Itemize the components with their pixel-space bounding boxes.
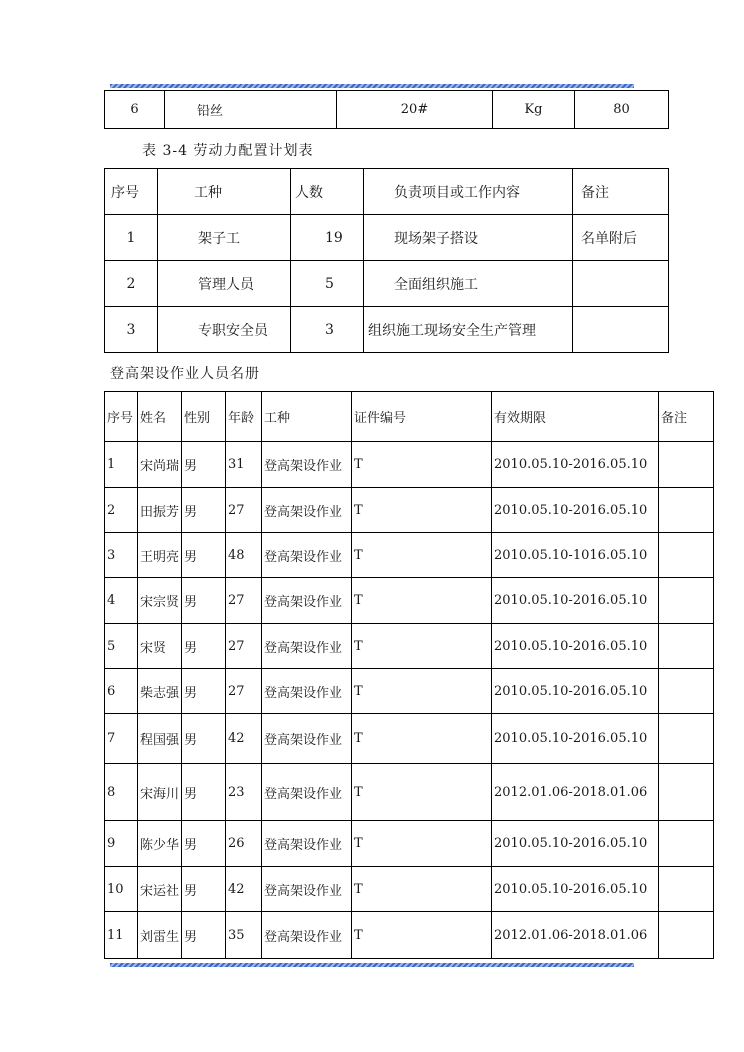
table-row [105,533,714,578]
cell-note [659,533,714,578]
cell-age: 27 [226,669,262,714]
labor-table [104,168,669,353]
cell-name: 宋运社 [138,867,182,912]
cell-age: 31 [226,442,262,488]
roster-table [104,391,714,959]
cell-note [659,821,714,867]
cell-note [573,261,669,307]
table-row [105,578,714,624]
table-row [105,669,714,714]
materials-table-fragment [104,90,669,129]
table-row [105,488,714,533]
cell-name: 柴志强 [138,669,182,714]
table-row [105,912,714,959]
cell-index: 6 [105,669,138,714]
table-header-row [105,169,669,215]
cell-note [659,578,714,624]
cell-validity: 2012.01.06-2018.01.06 [492,764,659,821]
cell-trade: 专职安全员 [158,307,291,353]
cell-gender: 男 [182,624,226,669]
cell-index: 3 [105,307,158,353]
cell-trade: 登高架设作业 [262,912,352,959]
cell-certificate: T [352,821,492,867]
cell-note [659,714,714,764]
cell-certificate: T [352,488,492,533]
header-cell: 姓名 [138,392,182,442]
labor-table-caption: 表 3-4 劳动力配置计划表 [142,143,314,159]
cell-duty: 现场架子搭设 [364,215,573,261]
cell-name: 刘雷生 [138,912,182,959]
cell-age: 26 [226,821,262,867]
cell-note [573,307,669,353]
cell-index: 2 [105,488,138,533]
header-cell: 负责项目或工作内容 [364,169,573,215]
cell-quantity: 80 [575,91,669,129]
cell-trade: 登高架设作业 [262,533,352,578]
cell-trade: 登高架设作业 [262,488,352,533]
cell-name: 宋尚瑞 [138,442,182,488]
cell-name: 宋海川 [138,764,182,821]
header-cell: 序号 [105,392,138,442]
cell-name: 宋宗贤 [138,578,182,624]
cell-validity: 2010.05.10-2016.05.10 [492,714,659,764]
header-cell: 序号 [105,169,158,215]
cell-trade: 登高架设作业 [262,867,352,912]
cell-age: 27 [226,488,262,533]
table-row [105,624,714,669]
cell-gender: 男 [182,669,226,714]
cell-note [659,764,714,821]
cell-certificate: T [352,764,492,821]
cell-name: 程国强 [138,714,182,764]
header-cell: 人数 [291,169,364,215]
table-row [105,867,714,912]
cell-note: 名单附后 [573,215,669,261]
cell-gender: 男 [182,578,226,624]
cell-index: 3 [105,533,138,578]
cell-index: 2 [105,261,158,307]
cell-count: 19 [291,215,364,261]
table-row [105,215,669,261]
cell-index: 1 [105,442,138,488]
cell-name: 宋贤 [138,624,182,669]
cell-trade: 登高架设作业 [262,578,352,624]
table-row [105,261,669,307]
cell-certificate: T [352,442,492,488]
cell-index: 6 [105,91,165,129]
cell-index: 11 [105,912,138,959]
cell-validity: 2010.05.10-2016.05.10 [492,442,659,488]
cell-index: 1 [105,215,158,261]
cell-note [659,624,714,669]
footer-rule [110,963,634,967]
cell-age: 27 [226,624,262,669]
cell-gender: 男 [182,912,226,959]
cell-gender: 男 [182,533,226,578]
cell-trade: 架子工 [158,215,291,261]
cell-age: 42 [226,867,262,912]
cell-validity: 2010.05.10-2016.05.10 [492,669,659,714]
cell-name: 田振芳 [138,488,182,533]
header-cell: 备注 [659,392,714,442]
cell-validity: 2010.05.10-2016.05.10 [492,821,659,867]
cell-index: 5 [105,624,138,669]
header-rule [110,84,634,88]
cell-note [659,912,714,959]
cell-trade: 登高架设作业 [262,764,352,821]
cell-certificate: T [352,669,492,714]
cell-index: 8 [105,764,138,821]
cell-validity: 2010.05.10-2016.05.10 [492,867,659,912]
table-row [105,821,714,867]
cell-validity: 2010.05.10-2016.05.10 [492,488,659,533]
header-cell: 有效期限 [492,392,659,442]
table-row [105,91,669,129]
cell-gender: 男 [182,442,226,488]
header-cell: 工种 [262,392,352,442]
cell-index: 10 [105,867,138,912]
cell-count: 3 [291,307,364,353]
cell-name: 陈少华 [138,821,182,867]
cell-gender: 男 [182,821,226,867]
cell-trade: 登高架设作业 [262,624,352,669]
table-row [105,714,714,764]
cell-certificate: T [352,624,492,669]
cell-count: 5 [291,261,364,307]
roster-caption: 登高架设作业人员名册 [110,366,260,382]
cell-note [659,669,714,714]
cell-index: 7 [105,714,138,764]
table-row [105,442,714,488]
cell-note [659,867,714,912]
cell-index: 4 [105,578,138,624]
cell-trade: 登高架设作业 [262,714,352,764]
cell-age: 27 [226,578,262,624]
table-row [105,307,669,353]
header-cell: 工种 [158,169,291,215]
cell-duty: 组织施工现场安全生产管理 [364,307,573,353]
cell-material: 铅丝 [165,91,337,129]
table-row [105,764,714,821]
cell-certificate: T [352,533,492,578]
cell-gender: 男 [182,488,226,533]
cell-unit: Kg [493,91,575,129]
cell-age: 35 [226,912,262,959]
cell-trade: 登高架设作业 [262,669,352,714]
cell-gender: 男 [182,764,226,821]
cell-index: 9 [105,821,138,867]
cell-age: 48 [226,533,262,578]
cell-duty: 全面组织施工 [364,261,573,307]
cell-trade: 登高架设作业 [262,442,352,488]
cell-trade: 管理人员 [158,261,291,307]
cell-name: 王明亮 [138,533,182,578]
cell-trade: 登高架设作业 [262,821,352,867]
cell-age: 42 [226,714,262,764]
table-header-row [105,392,714,442]
cell-certificate: T [352,714,492,764]
cell-certificate: T [352,578,492,624]
cell-validity: 2010.05.10-2016.05.10 [492,624,659,669]
cell-certificate: T [352,867,492,912]
header-cell: 年龄 [226,392,262,442]
cell-age: 23 [226,764,262,821]
cell-gender: 男 [182,714,226,764]
cell-certificate: T [352,912,492,959]
cell-note [659,442,714,488]
cell-validity: 2012.01.06-2018.01.06 [492,912,659,959]
header-cell: 备注 [573,169,669,215]
cell-validity: 2010.05.10-1016.05.10 [492,533,659,578]
header-cell: 性别 [182,392,226,442]
cell-validity: 2010.05.10-2016.05.10 [492,578,659,624]
header-cell: 证件编号 [352,392,492,442]
cell-gender: 男 [182,867,226,912]
cell-spec: 20# [337,91,493,129]
cell-note [659,488,714,533]
